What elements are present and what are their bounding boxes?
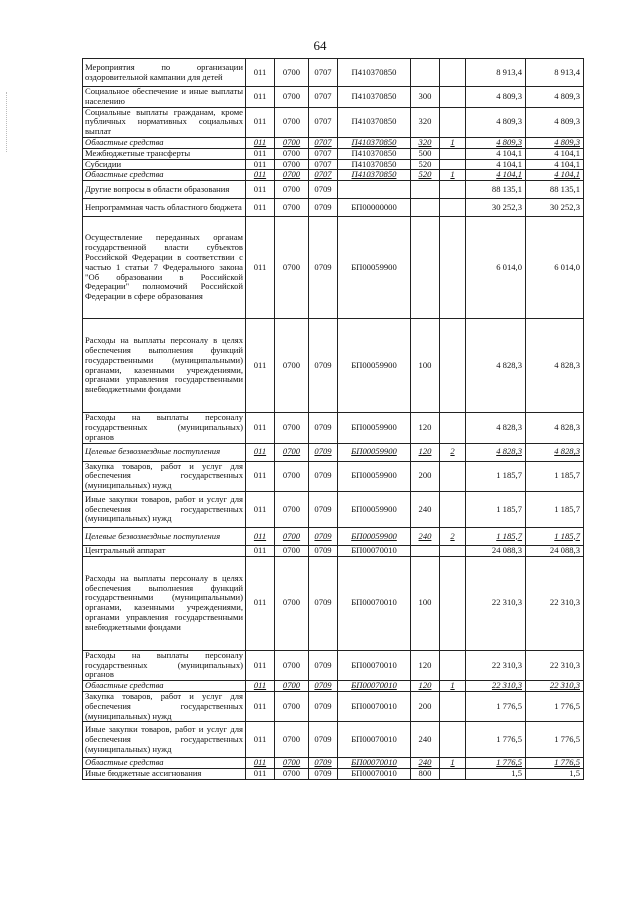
row-name-cell: Целевые безвозмездные поступления [83, 527, 246, 545]
row-value-cell: 30 252,3 [526, 199, 584, 217]
row-value-cell: 22 310,3 [466, 681, 526, 692]
row-value-cell [440, 691, 466, 721]
row-value-cell: 4 809,3 [466, 137, 526, 148]
row-value-cell: 0709 [309, 650, 338, 680]
row-value-cell: П410370850 [338, 170, 411, 181]
row-value-cell [440, 159, 466, 170]
row-value-cell: БП00059900 [338, 217, 411, 319]
row-value-cell: 2 [440, 527, 466, 545]
row-value-cell [440, 217, 466, 319]
row-value-cell: П410370850 [338, 107, 411, 137]
row-value-cell [440, 199, 466, 217]
row-value-cell: 0707 [309, 107, 338, 137]
row-value-cell: 1 776,5 [466, 722, 526, 758]
row-value-cell: 0707 [309, 170, 338, 181]
row-name-cell: Закупка товаров, работ и услуг для обеспечения государственных (муниципальных) нужд [83, 691, 246, 721]
row-value-cell: 1 776,5 [466, 758, 526, 769]
row-value-cell: 0700 [275, 148, 309, 159]
row-value-cell: 0709 [309, 491, 338, 527]
row-value-cell: БП00070010 [338, 545, 411, 556]
row-name-cell: Областные средства [83, 170, 246, 181]
row-value-cell: 011 [246, 199, 275, 217]
row-value-cell [440, 87, 466, 108]
row-value-cell: 88 135,1 [526, 181, 584, 199]
row-value-cell: 0709 [309, 413, 338, 443]
row-value-cell: БП00059900 [338, 461, 411, 491]
row-value-cell: 011 [246, 107, 275, 137]
row-name-cell: Расходы на выплаты персоналу в целях обеспечения выполнения функций государственными (муниципальными) органами, казенными учреждениями, органами управления государственными внебюджетными фондами [83, 556, 246, 650]
row-value-cell: 4 809,3 [526, 137, 584, 148]
row-value-cell: 240 [411, 758, 440, 769]
row-value-cell: 0700 [275, 545, 309, 556]
row-value-cell: 0700 [275, 758, 309, 769]
row-value-cell: 4 828,3 [526, 443, 584, 461]
table-row [83, 148, 584, 159]
row-value-cell: 011 [246, 148, 275, 159]
table-row [83, 556, 584, 650]
row-value-cell: 011 [246, 59, 275, 87]
row-value-cell: П410370850 [338, 159, 411, 170]
row-value-cell: 0707 [309, 148, 338, 159]
row-name-cell: Непрограммная часть областного бюджета [83, 199, 246, 217]
table-row [83, 769, 584, 780]
row-name-cell: Закупка товаров, работ и услуг для обеспечения государственных (муниципальных) нужд [83, 461, 246, 491]
row-value-cell: 4 104,1 [526, 170, 584, 181]
row-value-cell [440, 491, 466, 527]
row-value-cell: 011 [246, 461, 275, 491]
row-value-cell: 0709 [309, 319, 338, 413]
row-value-cell: 0709 [309, 769, 338, 780]
row-name-cell: Областные средства [83, 681, 246, 692]
row-value-cell: 0700 [275, 691, 309, 721]
row-value-cell: 0709 [309, 545, 338, 556]
row-value-cell: 4 104,1 [466, 159, 526, 170]
row-value-cell: 4 809,3 [526, 107, 584, 137]
row-value-cell: 1 185,7 [526, 491, 584, 527]
row-value-cell: 0709 [309, 199, 338, 217]
row-value-cell [440, 181, 466, 199]
row-value-cell: 4 828,3 [466, 443, 526, 461]
budget-table [82, 58, 584, 780]
row-value-cell: 120 [411, 413, 440, 443]
row-value-cell: 1 [440, 170, 466, 181]
row-value-cell: 1 185,7 [526, 527, 584, 545]
row-value-cell: 011 [246, 491, 275, 527]
row-value-cell: П410370850 [338, 87, 411, 108]
table-row [83, 87, 584, 108]
row-value-cell: 88 135,1 [466, 181, 526, 199]
table-row [83, 413, 584, 443]
row-value-cell: 240 [411, 491, 440, 527]
row-value-cell: 011 [246, 691, 275, 721]
row-value-cell: 520 [411, 170, 440, 181]
row-value-cell: 520 [411, 159, 440, 170]
table-row [83, 527, 584, 545]
row-name-cell: Мероприятия по организации оздоровительной кампании для детей [83, 59, 246, 87]
row-value-cell: 120 [411, 650, 440, 680]
row-value-cell: 240 [411, 722, 440, 758]
row-value-cell: 4 828,3 [466, 319, 526, 413]
row-value-cell: 0700 [275, 217, 309, 319]
row-value-cell: БП00070010 [338, 650, 411, 680]
row-value-cell: 0700 [275, 107, 309, 137]
row-value-cell: 0700 [275, 722, 309, 758]
row-value-cell: 0700 [275, 59, 309, 87]
row-value-cell: 22 310,3 [466, 650, 526, 680]
row-value-cell [440, 650, 466, 680]
row-name-cell: Межбюджетные трансферты [83, 148, 246, 159]
row-value-cell: 1,5 [526, 769, 584, 780]
row-value-cell: 8 913,4 [526, 59, 584, 87]
row-name-cell: Субсидии [83, 159, 246, 170]
table-row [83, 199, 584, 217]
row-value-cell: 22 310,3 [526, 556, 584, 650]
row-value-cell: 8 913,4 [466, 59, 526, 87]
row-value-cell: 240 [411, 527, 440, 545]
row-value-cell: 011 [246, 443, 275, 461]
table-row [83, 491, 584, 527]
row-value-cell: 0700 [275, 556, 309, 650]
row-value-cell: 1 [440, 137, 466, 148]
row-name-cell: Социальное обеспечение и иные выплаты населению [83, 87, 246, 108]
row-value-cell [411, 199, 440, 217]
row-value-cell: 0707 [309, 159, 338, 170]
row-value-cell [411, 181, 440, 199]
table-row [83, 107, 584, 137]
row-value-cell: 4 809,3 [526, 87, 584, 108]
row-value-cell: БП00070010 [338, 722, 411, 758]
row-value-cell: БП00070010 [338, 691, 411, 721]
row-value-cell: 120 [411, 681, 440, 692]
row-value-cell: БП00070010 [338, 681, 411, 692]
row-value-cell: 0700 [275, 461, 309, 491]
row-value-cell: БП00059900 [338, 491, 411, 527]
row-name-cell: Расходы на выплаты персоналу в целях обеспечения выполнения функций государственными (муниципальными) органами, казенными учреждениями, органами управления государственными внебюджетными фондами [83, 319, 246, 413]
row-value-cell [440, 722, 466, 758]
row-name-cell: Социальные выплаты гражданам, кроме публичных нормативных социальных выплат [83, 107, 246, 137]
row-value-cell: БП00070010 [338, 556, 411, 650]
row-value-cell: 0709 [309, 461, 338, 491]
table-row [83, 217, 584, 319]
table-row [83, 681, 584, 692]
table-row [83, 650, 584, 680]
row-value-cell: 011 [246, 722, 275, 758]
row-name-cell: Осуществление переданных органам государственной власти субъектов Российской Федерации в соответствии с частью 1 статьи 7 Федерального закона "Об образовании в Российской Федерации" полномочий Российской Федерации в сфере образования [83, 217, 246, 319]
row-value-cell: 0709 [309, 556, 338, 650]
row-name-cell: Центральный аппарат [83, 545, 246, 556]
row-name-cell: Другие вопросы в области образования [83, 181, 246, 199]
row-value-cell: 0707 [309, 87, 338, 108]
row-value-cell: 100 [411, 319, 440, 413]
row-value-cell: 4 104,1 [466, 148, 526, 159]
row-value-cell [411, 217, 440, 319]
table-row [83, 137, 584, 148]
row-value-cell: БП00000000 [338, 199, 411, 217]
row-value-cell: БП00059900 [338, 413, 411, 443]
row-value-cell [440, 413, 466, 443]
row-value-cell: 0700 [275, 87, 309, 108]
row-value-cell: 22 310,3 [526, 681, 584, 692]
row-value-cell: 1 185,7 [526, 461, 584, 491]
row-value-cell: 0700 [275, 681, 309, 692]
margin-marks [6, 92, 11, 152]
row-value-cell [440, 319, 466, 413]
row-value-cell: 011 [246, 769, 275, 780]
row-value-cell: 1 776,5 [526, 691, 584, 721]
table-row [83, 545, 584, 556]
page-number: 64 [313, 38, 327, 53]
row-value-cell: 0700 [275, 413, 309, 443]
row-value-cell: 4 828,3 [526, 413, 584, 443]
row-value-cell: 0709 [309, 181, 338, 199]
row-name-cell: Целевые безвозмездные поступления [83, 443, 246, 461]
row-value-cell: 0700 [275, 443, 309, 461]
row-value-cell: 30 252,3 [466, 199, 526, 217]
row-value-cell [411, 59, 440, 87]
row-value-cell: 22 310,3 [526, 650, 584, 680]
row-name-cell: Областные средства [83, 758, 246, 769]
row-value-cell: 0709 [309, 443, 338, 461]
row-value-cell: 300 [411, 87, 440, 108]
row-value-cell: БП00070010 [338, 769, 411, 780]
row-value-cell: 1 [440, 681, 466, 692]
row-name-cell: Иные бюджетные ассигнования [83, 769, 246, 780]
row-value-cell [440, 59, 466, 87]
table-row [83, 691, 584, 721]
table-row [83, 443, 584, 461]
row-value-cell: 800 [411, 769, 440, 780]
row-name-cell: Расходы на выплаты персоналу государственных (муниципальных) органов [83, 650, 246, 680]
table-row [83, 758, 584, 769]
row-value-cell: 320 [411, 137, 440, 148]
row-value-cell: 0700 [275, 181, 309, 199]
table-row [83, 181, 584, 199]
row-value-cell: 2 [440, 443, 466, 461]
row-value-cell: П410370850 [338, 148, 411, 159]
row-value-cell: 0700 [275, 137, 309, 148]
row-value-cell: 24 088,3 [526, 545, 584, 556]
row-value-cell: БП00059900 [338, 443, 411, 461]
row-value-cell: 011 [246, 650, 275, 680]
table-row [83, 170, 584, 181]
row-value-cell: 1 776,5 [526, 758, 584, 769]
row-value-cell: П410370850 [338, 59, 411, 87]
row-value-cell: 320 [411, 107, 440, 137]
row-value-cell: 011 [246, 159, 275, 170]
row-value-cell: 6 014,0 [526, 217, 584, 319]
row-value-cell: 1 185,7 [466, 527, 526, 545]
row-value-cell: 011 [246, 527, 275, 545]
row-value-cell: 011 [246, 137, 275, 148]
row-value-cell: 0709 [309, 691, 338, 721]
row-value-cell: 0700 [275, 319, 309, 413]
row-value-cell: 011 [246, 87, 275, 108]
row-value-cell: БП00059900 [338, 527, 411, 545]
row-value-cell: 011 [246, 217, 275, 319]
row-value-cell: 6 014,0 [466, 217, 526, 319]
row-value-cell: 0700 [275, 769, 309, 780]
row-value-cell: 4 828,3 [466, 413, 526, 443]
table-row [83, 461, 584, 491]
row-value-cell [440, 556, 466, 650]
row-name-cell: Иные закупки товаров, работ и услуг для обеспечения государственных (муниципальных) нужд [83, 491, 246, 527]
row-value-cell: 0709 [309, 758, 338, 769]
row-name-cell: Расходы на выплаты персоналу государственных (муниципальных) органов [83, 413, 246, 443]
row-value-cell: 22 310,3 [466, 556, 526, 650]
row-value-cell: 0707 [309, 59, 338, 87]
row-value-cell: 100 [411, 556, 440, 650]
row-value-cell: 011 [246, 556, 275, 650]
row-value-cell [338, 181, 411, 199]
row-value-cell: 011 [246, 545, 275, 556]
table-row [83, 59, 584, 87]
table-row [83, 722, 584, 758]
row-value-cell: 1 [440, 758, 466, 769]
row-value-cell: 0709 [309, 217, 338, 319]
row-value-cell: 0700 [275, 159, 309, 170]
row-value-cell: 4 809,3 [466, 87, 526, 108]
row-value-cell: 011 [246, 181, 275, 199]
row-value-cell: 1 185,7 [466, 461, 526, 491]
table-row [83, 159, 584, 170]
row-value-cell: 4 809,3 [466, 107, 526, 137]
row-value-cell: 011 [246, 170, 275, 181]
row-value-cell [440, 148, 466, 159]
row-value-cell: 011 [246, 681, 275, 692]
row-value-cell: 0707 [309, 137, 338, 148]
row-value-cell [440, 461, 466, 491]
table-row [83, 319, 584, 413]
row-value-cell: 200 [411, 691, 440, 721]
row-value-cell: 4 104,1 [466, 170, 526, 181]
row-value-cell [440, 545, 466, 556]
row-value-cell: 0700 [275, 527, 309, 545]
row-value-cell: 0700 [275, 650, 309, 680]
row-value-cell: 4 104,1 [526, 148, 584, 159]
row-value-cell: БП00070010 [338, 758, 411, 769]
row-value-cell: 1 185,7 [466, 491, 526, 527]
row-value-cell: 0709 [309, 722, 338, 758]
row-value-cell: 1 776,5 [466, 691, 526, 721]
row-value-cell: БП00059900 [338, 319, 411, 413]
row-value-cell [440, 107, 466, 137]
row-value-cell: 4 828,3 [526, 319, 584, 413]
row-value-cell: 0700 [275, 170, 309, 181]
row-value-cell: 011 [246, 413, 275, 443]
row-value-cell: 0709 [309, 681, 338, 692]
row-value-cell [411, 545, 440, 556]
row-value-cell: 200 [411, 461, 440, 491]
budget-table-body [83, 59, 584, 780]
row-value-cell: 0700 [275, 199, 309, 217]
row-value-cell: П410370850 [338, 137, 411, 148]
row-value-cell: 500 [411, 148, 440, 159]
row-value-cell: 0709 [309, 527, 338, 545]
row-value-cell: 24 088,3 [466, 545, 526, 556]
row-value-cell: 011 [246, 758, 275, 769]
row-value-cell [440, 769, 466, 780]
row-value-cell: 011 [246, 319, 275, 413]
row-value-cell: 1 776,5 [526, 722, 584, 758]
row-name-cell: Областные средства [83, 137, 246, 148]
row-value-cell: 120 [411, 443, 440, 461]
row-value-cell: 1,5 [466, 769, 526, 780]
row-name-cell: Иные закупки товаров, работ и услуг для обеспечения государственных (муниципальных) нужд [83, 722, 246, 758]
row-value-cell: 0700 [275, 491, 309, 527]
row-value-cell: 4 104,1 [526, 159, 584, 170]
